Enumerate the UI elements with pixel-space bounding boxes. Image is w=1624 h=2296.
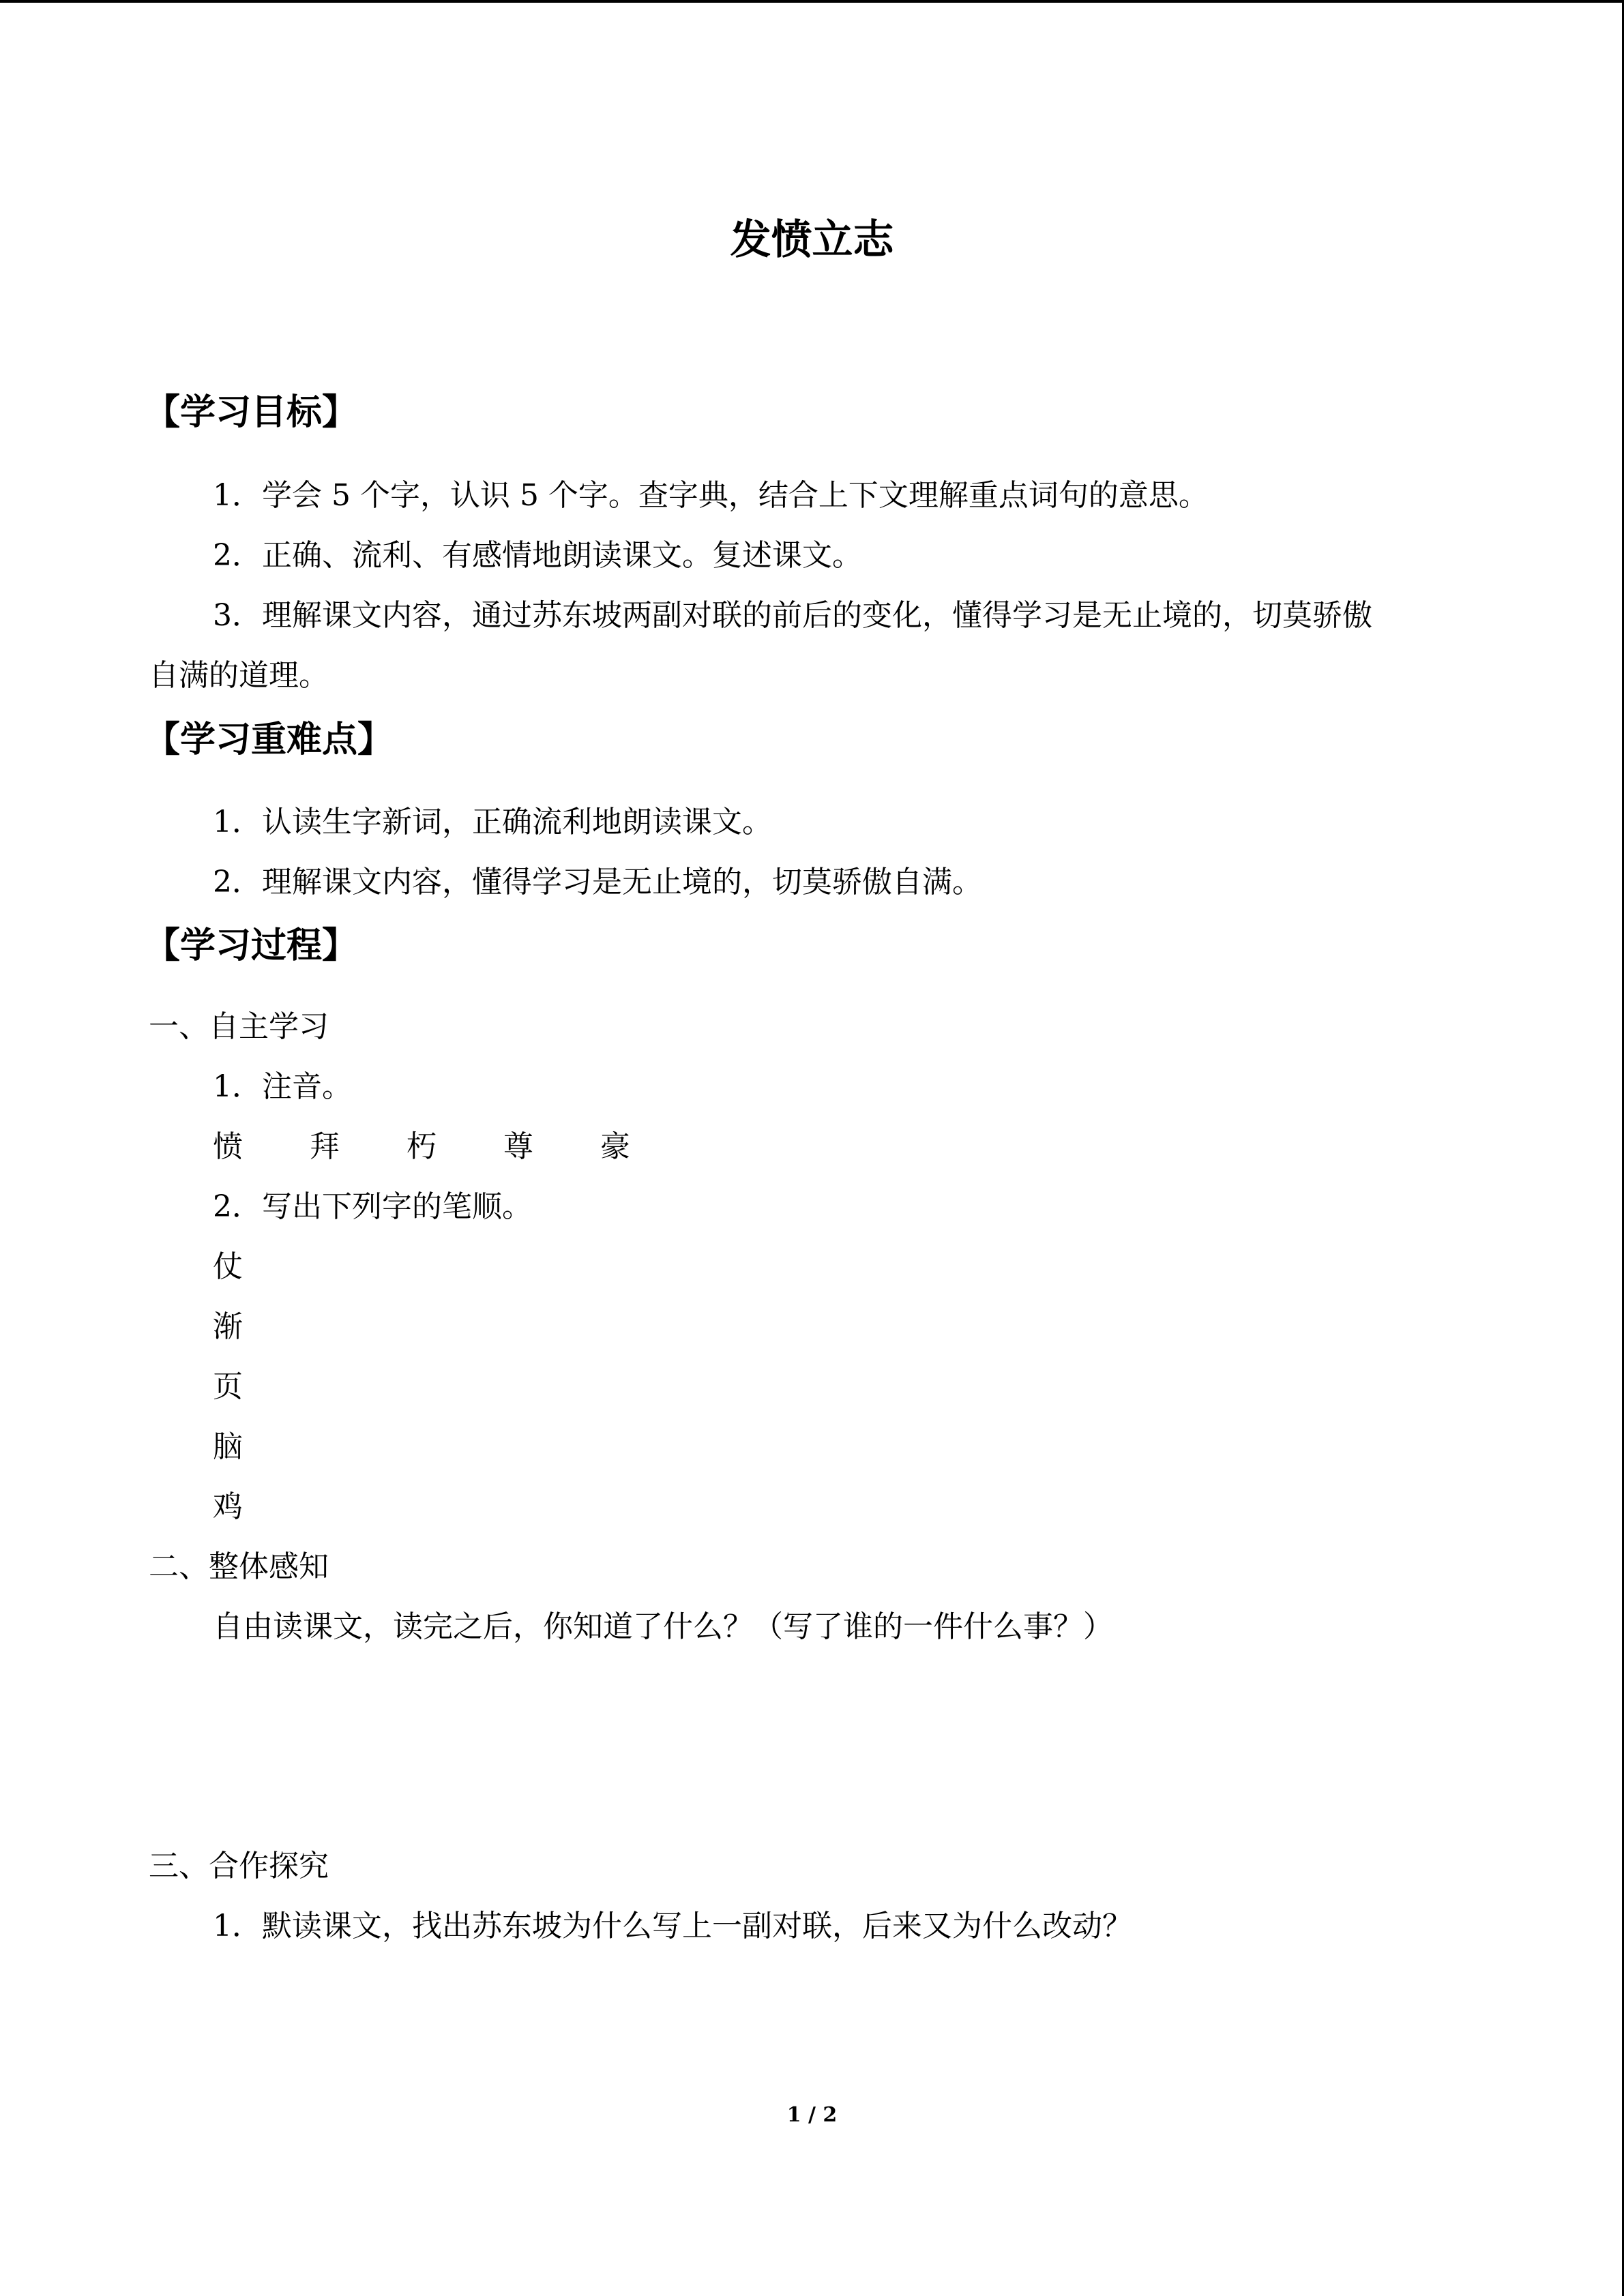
objective-item-2: 2．正确、流利、有感情地朗读课文。复述课文。 [213, 538, 862, 573]
pinyin-char: 朽 [407, 1129, 437, 1164]
stroke-char: 渐 [213, 1309, 243, 1344]
key-point-item-2: 2．理解课文内容，懂得学习是无止境的，切莫骄傲自满。 [213, 865, 982, 899]
part3-question-1: 1．默读课文，找出苏东坡为什么写上一副对联，后来又为什么改动？ [213, 1909, 1132, 1943]
stroke-char: 鸡 [213, 1489, 243, 1524]
page-title: 发愤立志 [730, 216, 894, 264]
part2-title: 二、整体感知 [149, 1549, 329, 1584]
pinyin-char: 尊 [503, 1129, 533, 1164]
part1-question-2: 2．写出下列字的笔顺。 [213, 1189, 532, 1224]
pinyin-char: 豪 [600, 1129, 630, 1164]
process-heading: 【学习过程】 [145, 925, 358, 966]
key-points-heading: 【学习重难点】 [145, 719, 394, 760]
key-point-item-1: 1．认读生字新词，正确流利地朗读课文。 [213, 805, 772, 839]
pinyin-char: 愤 [213, 1129, 243, 1164]
objectives-heading: 【学习目标】 [145, 392, 358, 433]
part1-question-1: 1．注音。 [213, 1069, 352, 1104]
top-border [0, 0, 1624, 3]
pinyin-char-row [213, 1127, 697, 1167]
objective-item-3: 3．理解课文内容，通过苏东坡两副对联的前后的变化，懂得学习是无止境的，切莫骄傲 [213, 598, 1372, 633]
part3-title: 三、合作探究 [149, 1849, 329, 1883]
part1-title: 一、自主学习 [149, 1009, 329, 1044]
pinyin-char: 拜 [310, 1129, 340, 1164]
page-number: 1 / 2 [786, 2103, 838, 2127]
stroke-char: 脑 [213, 1429, 243, 1464]
stroke-char: 仗 [213, 1249, 243, 1284]
part2-prompt: 自由读课文，读完之后，你知道了什么？（写了谁的一件什么事？） [213, 1609, 1113, 1644]
objective-item-1: 1．学会 5 个字，认识 5 个字。查字典，结合上下文理解重点词句的意思。 [213, 478, 1209, 513]
objective-item-3-cont: 自满的道理。 [149, 658, 329, 693]
stroke-char: 页 [213, 1369, 243, 1404]
